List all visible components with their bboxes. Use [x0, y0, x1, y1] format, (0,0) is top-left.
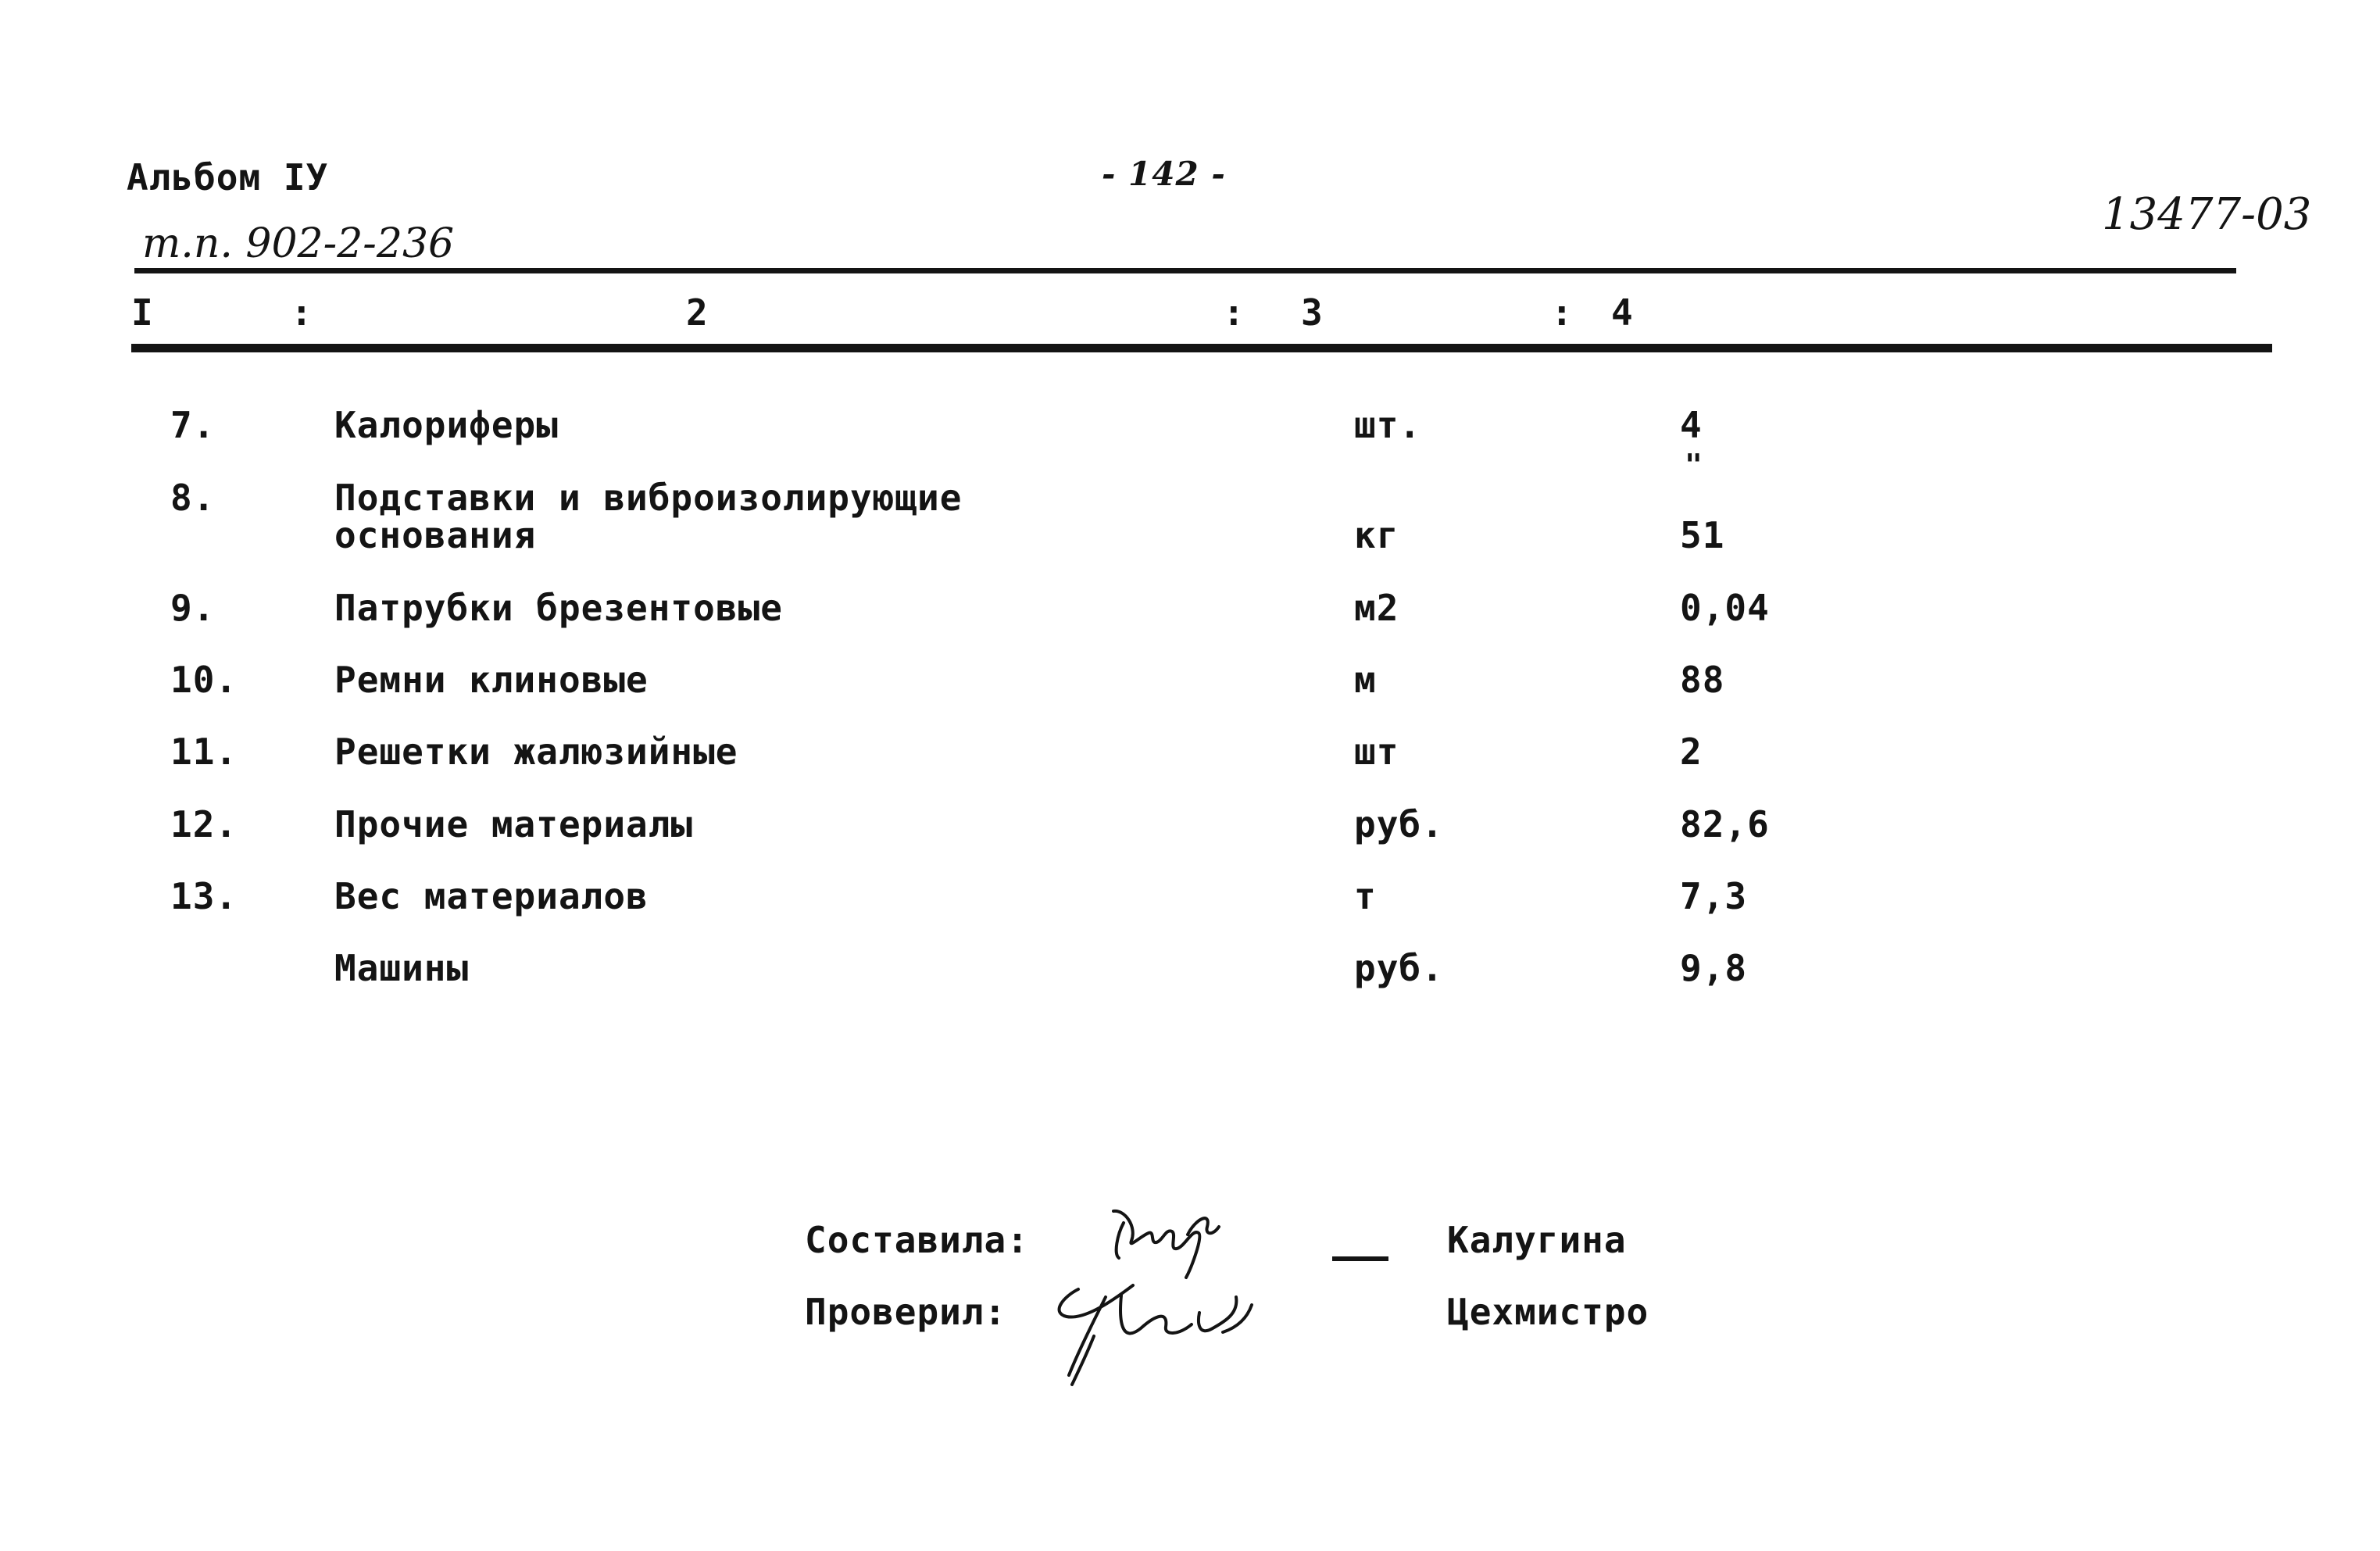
row-quantity: 4 — [1680, 404, 1703, 446]
checked-by-label: Проверил: — [805, 1291, 1007, 1333]
row-quantity: 82,6 — [1680, 803, 1770, 845]
checked-by-name: Цехмистро — [1447, 1291, 1649, 1333]
row-quantity: 7,3 — [1680, 875, 1748, 917]
row-number: 7. — [170, 404, 216, 446]
document-number: 13477-03 — [2102, 189, 2312, 240]
row-unit: руб. — [1354, 803, 1444, 845]
column-header-1: I — [131, 291, 154, 334]
project-code: т.п. 902-2-236 — [142, 220, 455, 267]
row-quantity: 2 — [1680, 731, 1703, 773]
row-name: Решетки жалюзийные — [334, 731, 738, 773]
row-name: Вес материалов — [334, 875, 649, 917]
row-number: 11. — [170, 731, 238, 773]
row-number: 12. — [170, 803, 238, 845]
row-name: Ремни клиновые — [334, 659, 649, 701]
row-quantity: 0,04 — [1680, 587, 1770, 629]
column-header-4: 4 — [1611, 291, 1634, 334]
row-unit: шт. — [1354, 404, 1422, 446]
page-number: - 142 - — [1102, 155, 1226, 193]
row-unit: руб. — [1354, 947, 1444, 989]
handwritten-signatures — [1031, 1180, 1313, 1391]
column-separator: : — [291, 291, 313, 334]
row-quantity: 88 — [1680, 659, 1725, 701]
row-unit: кг — [1354, 514, 1399, 556]
row-name: Подставки и виброизолирующие — [334, 477, 963, 519]
signature-dash — [1332, 1256, 1388, 1261]
row-unit: т — [1354, 875, 1377, 917]
row-quantity: 9,8 — [1680, 947, 1748, 989]
compiled-by-label: Составила: — [805, 1219, 1029, 1261]
row-unit: шт — [1354, 731, 1399, 773]
row-number: 8. — [170, 477, 216, 519]
header-bottom-rule — [131, 344, 2272, 352]
row-name: Патрубки брезентовые — [334, 587, 783, 629]
row-name-continuation: основания — [334, 514, 537, 556]
column-separator: : — [1551, 291, 1574, 334]
row-name: Машины — [334, 947, 470, 989]
row-unit: м — [1354, 659, 1377, 701]
row-quantity: 51 — [1680, 514, 1725, 556]
ditto-mark: " — [1685, 448, 1703, 482]
row-name: Калориферы — [334, 404, 559, 446]
album-label: Альбом IУ — [127, 156, 329, 198]
column-header-3: 3 — [1301, 291, 1324, 334]
compiled-by-name: Калугина — [1447, 1219, 1627, 1261]
row-number: 13. — [170, 875, 238, 917]
column-separator: : — [1223, 291, 1245, 334]
row-name: Прочие материалы — [334, 803, 694, 845]
header-top-rule — [134, 268, 2236, 273]
column-header-2: 2 — [686, 291, 709, 334]
row-unit: м2 — [1354, 587, 1399, 629]
row-number: 10. — [170, 659, 238, 701]
row-number: 9. — [170, 587, 216, 629]
